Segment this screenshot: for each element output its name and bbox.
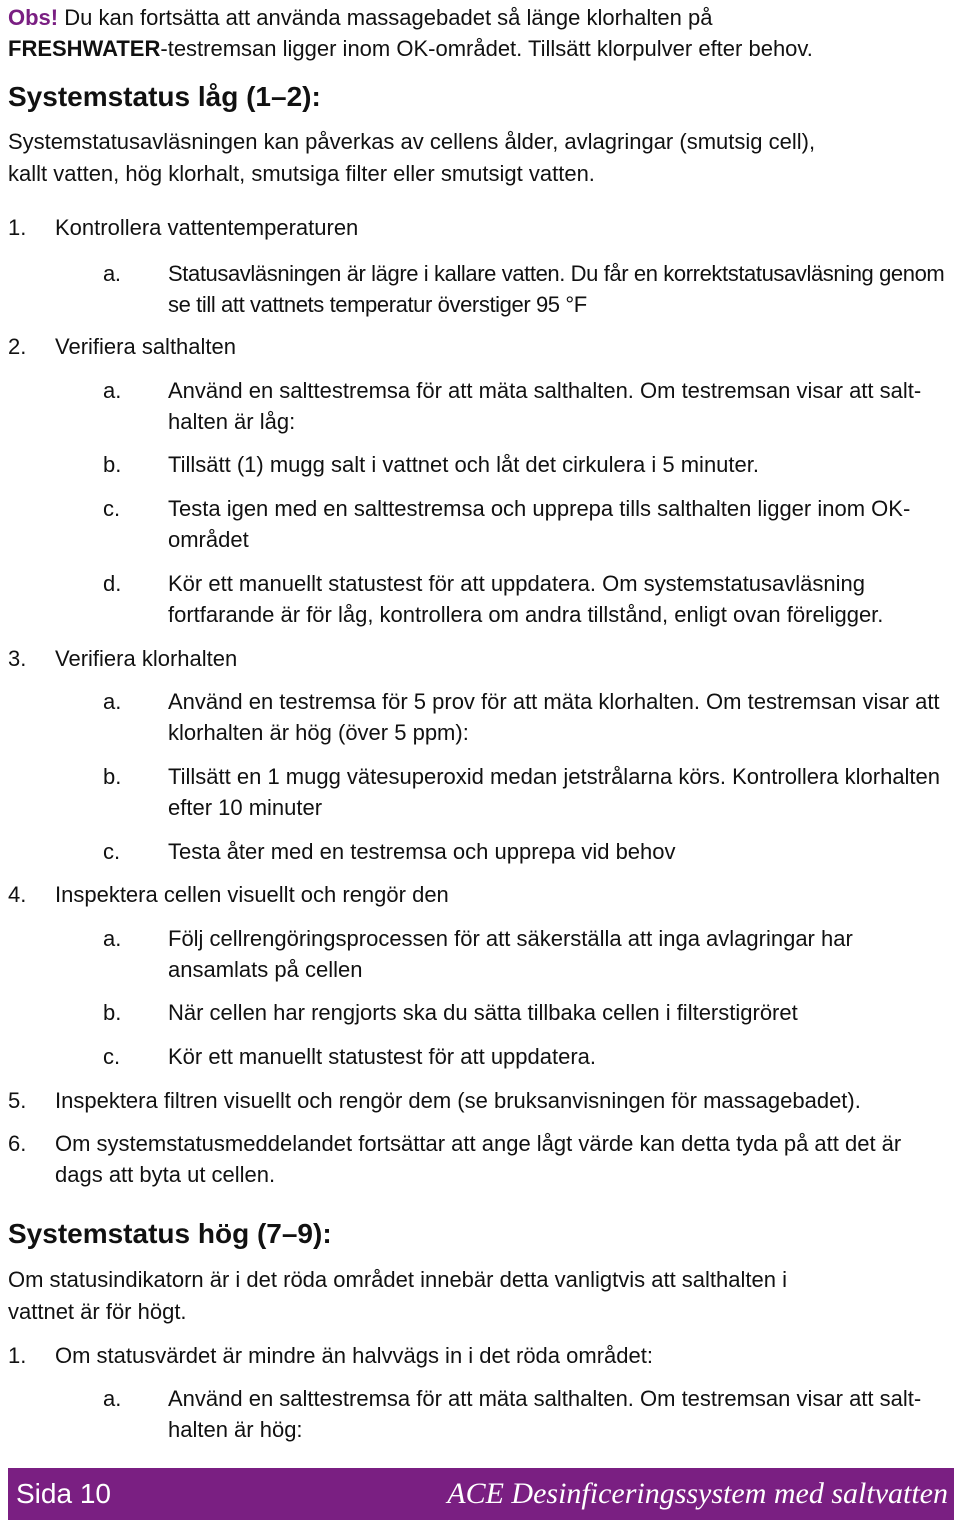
sub-label: c. — [103, 839, 121, 864]
item-text: Kontrollera vattentemperaturen — [55, 215, 359, 240]
document-title: ACE Desinficeringssystem med saltvatten — [447, 1477, 948, 1510]
sub-label: a. — [103, 261, 121, 286]
sub-text: Använd en testremsa för 5 prov för att mäta klorhalten. Om testremsan visar att klorhalten är hög (över 5 ppm): — [168, 689, 940, 745]
sub-text: Testa åter med en testremsa och upprepa vid behov — [168, 839, 676, 864]
note-line-1 — [8, 2, 712, 33]
sub-label: a. — [103, 1386, 122, 1411]
freshwater-label: FRESHWATER — [8, 36, 161, 61]
note-text-2: -testremsan ligger inom OK-området. Tillsätt klorpulver efter behov. — [160, 36, 813, 61]
sub-text: Statusavläsningen är lägre i kallare vatten. Du får en korrektstatusavläsning genom se till att vattnets temperatur överstiger 95 °F — [168, 261, 945, 317]
item-number: 1. — [8, 215, 27, 240]
note-line-2 — [8, 33, 813, 64]
sub-text: Tillsätt en 1 mugg vätesuperoxid medan jetstrålarna körs. Kontrollera klorhalten efter 10 minuter — [168, 764, 941, 820]
low-status-para-line-2: kallt vatten, hög klorhalt, smutsiga filter eller smutsigt vatten. — [8, 161, 595, 186]
low-status-para-line-1: Systemstatusavläsningen kan påverkas av cellens ålder, avlagringar (smutsig cell), — [8, 129, 816, 154]
item-text: Om systemstatusmeddelandet fortsättar att ange lågt värde kan detta tyda på att det är dags att byta ut cellen. — [55, 1131, 902, 1187]
sub-label: b. — [103, 452, 122, 477]
high-status-heading: Systemstatus hög (7–9): — [8, 1218, 332, 1249]
sub-label: b. — [103, 1000, 122, 1025]
high-status-para-line-1: Om statusindikatorn är i det röda området innebär detta vanligtvis att salthalten i — [8, 1267, 787, 1292]
sub-text: Testa igen med en salttestremsa och upprepa tills salthalten ligger inom OK-området — [168, 496, 911, 552]
sub-label: d. — [103, 571, 122, 596]
sub-text: Tillsätt (1) mugg salt i vattnet och låt det cirkulera i 5 minuter. — [168, 452, 759, 477]
item-number: 2. — [8, 334, 27, 359]
sub-label: a. — [103, 378, 122, 403]
item-text: Verifiera salthalten — [55, 334, 236, 359]
sub-label: c. — [103, 496, 121, 521]
item-number: 3. — [8, 646, 27, 671]
sub-label: a. — [103, 689, 122, 714]
item-text: Inspektera filtren visuellt och rengör dem (se bruksanvisningen för massagebadet). — [55, 1088, 861, 1113]
item-number: 1. — [8, 1343, 27, 1368]
sub-text: Använd en salttestremsa för att mäta salthalten. Om testremsan visar att salt-halten är låg: — [168, 378, 922, 434]
sub-label: c. — [103, 1044, 121, 1069]
sub-text: Kör ett manuellt statustest för att uppdatera. Om systemstatusavläsning fortfarande är för låg, kontrollera om andra tillstånd, enligt ovan föreligger. — [168, 571, 884, 627]
note-text-1: Du kan fortsätta att använda massagebadet så länge klorhalten på — [58, 5, 713, 30]
sub-text: Använd en salttestremsa för att mäta salthalten. Om testremsan visar att salt-halten är hög: — [168, 1386, 922, 1442]
page-footer — [8, 1468, 954, 1520]
item-number: 5. — [8, 1088, 27, 1113]
obs-label: Obs! — [8, 5, 59, 30]
high-status-para-line-2: vattnet är för högt. — [8, 1299, 187, 1324]
item-text: Om statusvärdet är mindre än halvvägs in i det röda området: — [55, 1343, 653, 1368]
sub-text: Följ cellrengöringsprocessen för att säkerställa att inga avlagringar har ansamlats på cellen — [168, 926, 853, 982]
sub-label: a. — [103, 926, 122, 951]
sub-label: b. — [103, 764, 122, 789]
item-number: 4. — [8, 882, 27, 907]
sub-text: När cellen har rengjorts ska du sätta tillbaka cellen i filterstigröret — [168, 1000, 798, 1025]
page-number: Sida 10 — [16, 1478, 111, 1509]
sub-text: Kör ett manuellt statustest för att uppdatera. — [168, 1044, 597, 1069]
item-text: Verifiera klorhalten — [55, 646, 238, 671]
item-number: 6. — [8, 1131, 27, 1156]
item-text: Inspektera cellen visuellt och rengör den — [55, 882, 449, 907]
low-status-heading: Systemstatus låg (1–2): — [8, 81, 321, 112]
